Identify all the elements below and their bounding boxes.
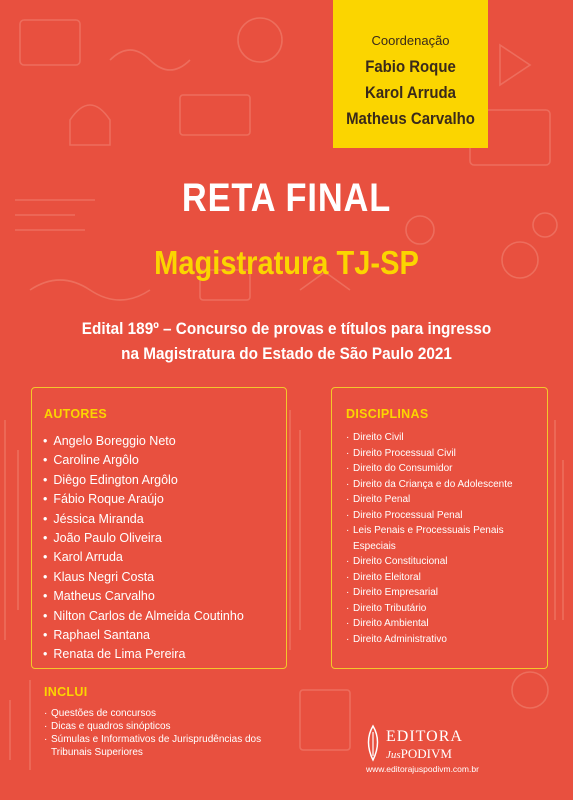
publisher-podivm: PODIVM	[400, 746, 452, 761]
publisher-brand	[386, 746, 452, 762]
list-item: · Direito da Criança e do Adolescente	[346, 477, 541, 493]
coordinator-name: Matheus Carvalho	[346, 109, 475, 128]
coordinator-name: Karol Arruda	[365, 83, 456, 102]
list-item: • Jéssica Miranda	[43, 510, 244, 529]
list-item: • Angelo Boreggio Neto	[43, 432, 244, 451]
authors-heading: AUTORES	[44, 407, 107, 421]
list-item: • Nilton Carlos de Almeida Coutinho	[43, 607, 244, 626]
list-item: · Direito Constitucional	[346, 554, 541, 570]
list-item: • Diêgo Edington Argôlo	[43, 471, 244, 490]
list-item: · Questões de concursos	[44, 707, 294, 720]
list-item: · Direito Processual Civil	[346, 446, 541, 462]
list-item: · Direito Civil	[346, 430, 541, 446]
list-item: · Leis Penais e Processuais Penais Especiais	[346, 523, 541, 554]
calculator-doodle-icon	[20, 20, 80, 65]
list-item: • Raphael Santana	[43, 626, 244, 645]
includes-list	[44, 707, 294, 759]
list-item: · Direito Eleitoral	[346, 570, 541, 586]
clock-doodle-icon	[238, 18, 282, 62]
list-item: • João Paulo Oliveira	[43, 529, 244, 548]
disciplines-list	[346, 430, 541, 647]
list-item: · Direito Processual Penal	[346, 508, 541, 524]
publisher-mark-icon	[364, 724, 382, 762]
list-item: · Direito do Consumidor	[346, 461, 541, 477]
list-item: • Fábio Roque Araújo	[43, 490, 244, 509]
list-item: · Direito Administrativo	[346, 632, 541, 648]
authors-list	[43, 432, 244, 665]
book-subtitle: Magistratura TJ-SP	[154, 244, 419, 281]
list-item: · Dicas e quadros sinópticos	[44, 720, 294, 733]
publisher-logo	[364, 724, 554, 774]
list-item: • Caroline Argôlo	[43, 451, 244, 470]
edital-line: Edital 189º – Concurso de provas e títulos para ingresso	[81, 319, 492, 338]
lightbulb-doodle-icon	[70, 105, 110, 145]
book-title: RETA FINAL	[181, 176, 392, 220]
publisher-editora: EDITORA	[386, 728, 463, 745]
coordination-box	[333, 0, 488, 148]
coordination-label: Coordenação	[371, 33, 450, 48]
list-item: · Direito Penal	[346, 492, 541, 508]
publisher-url: www.editorajuspodivm.com.br	[366, 764, 479, 774]
list-item: • Karol Arruda	[43, 548, 244, 567]
list-item: • Matheus Carvalho	[43, 587, 244, 606]
includes-heading: INCLUI	[44, 685, 88, 699]
list-item: · Súmulas e Informativos de Jurisprudências dos Tribunais Superiores	[44, 733, 294, 759]
list-item: · Direito Empresarial	[346, 585, 541, 601]
publisher-jus: Jus	[386, 749, 401, 761]
disciplines-heading: DISCIPLINAS	[346, 407, 429, 421]
list-item: • Klaus Negri Costa	[43, 568, 244, 587]
coordinator-name: Fabio Roque	[365, 57, 456, 76]
list-item: · Direito Ambiental	[346, 616, 541, 632]
edital-line: na Magistratura do Estado de São Paulo 2021	[121, 344, 452, 363]
list-item: • Renata de Lima Pereira	[43, 645, 244, 664]
list-item: · Direito Tributário	[346, 601, 541, 617]
edital-description	[47, 316, 527, 366]
